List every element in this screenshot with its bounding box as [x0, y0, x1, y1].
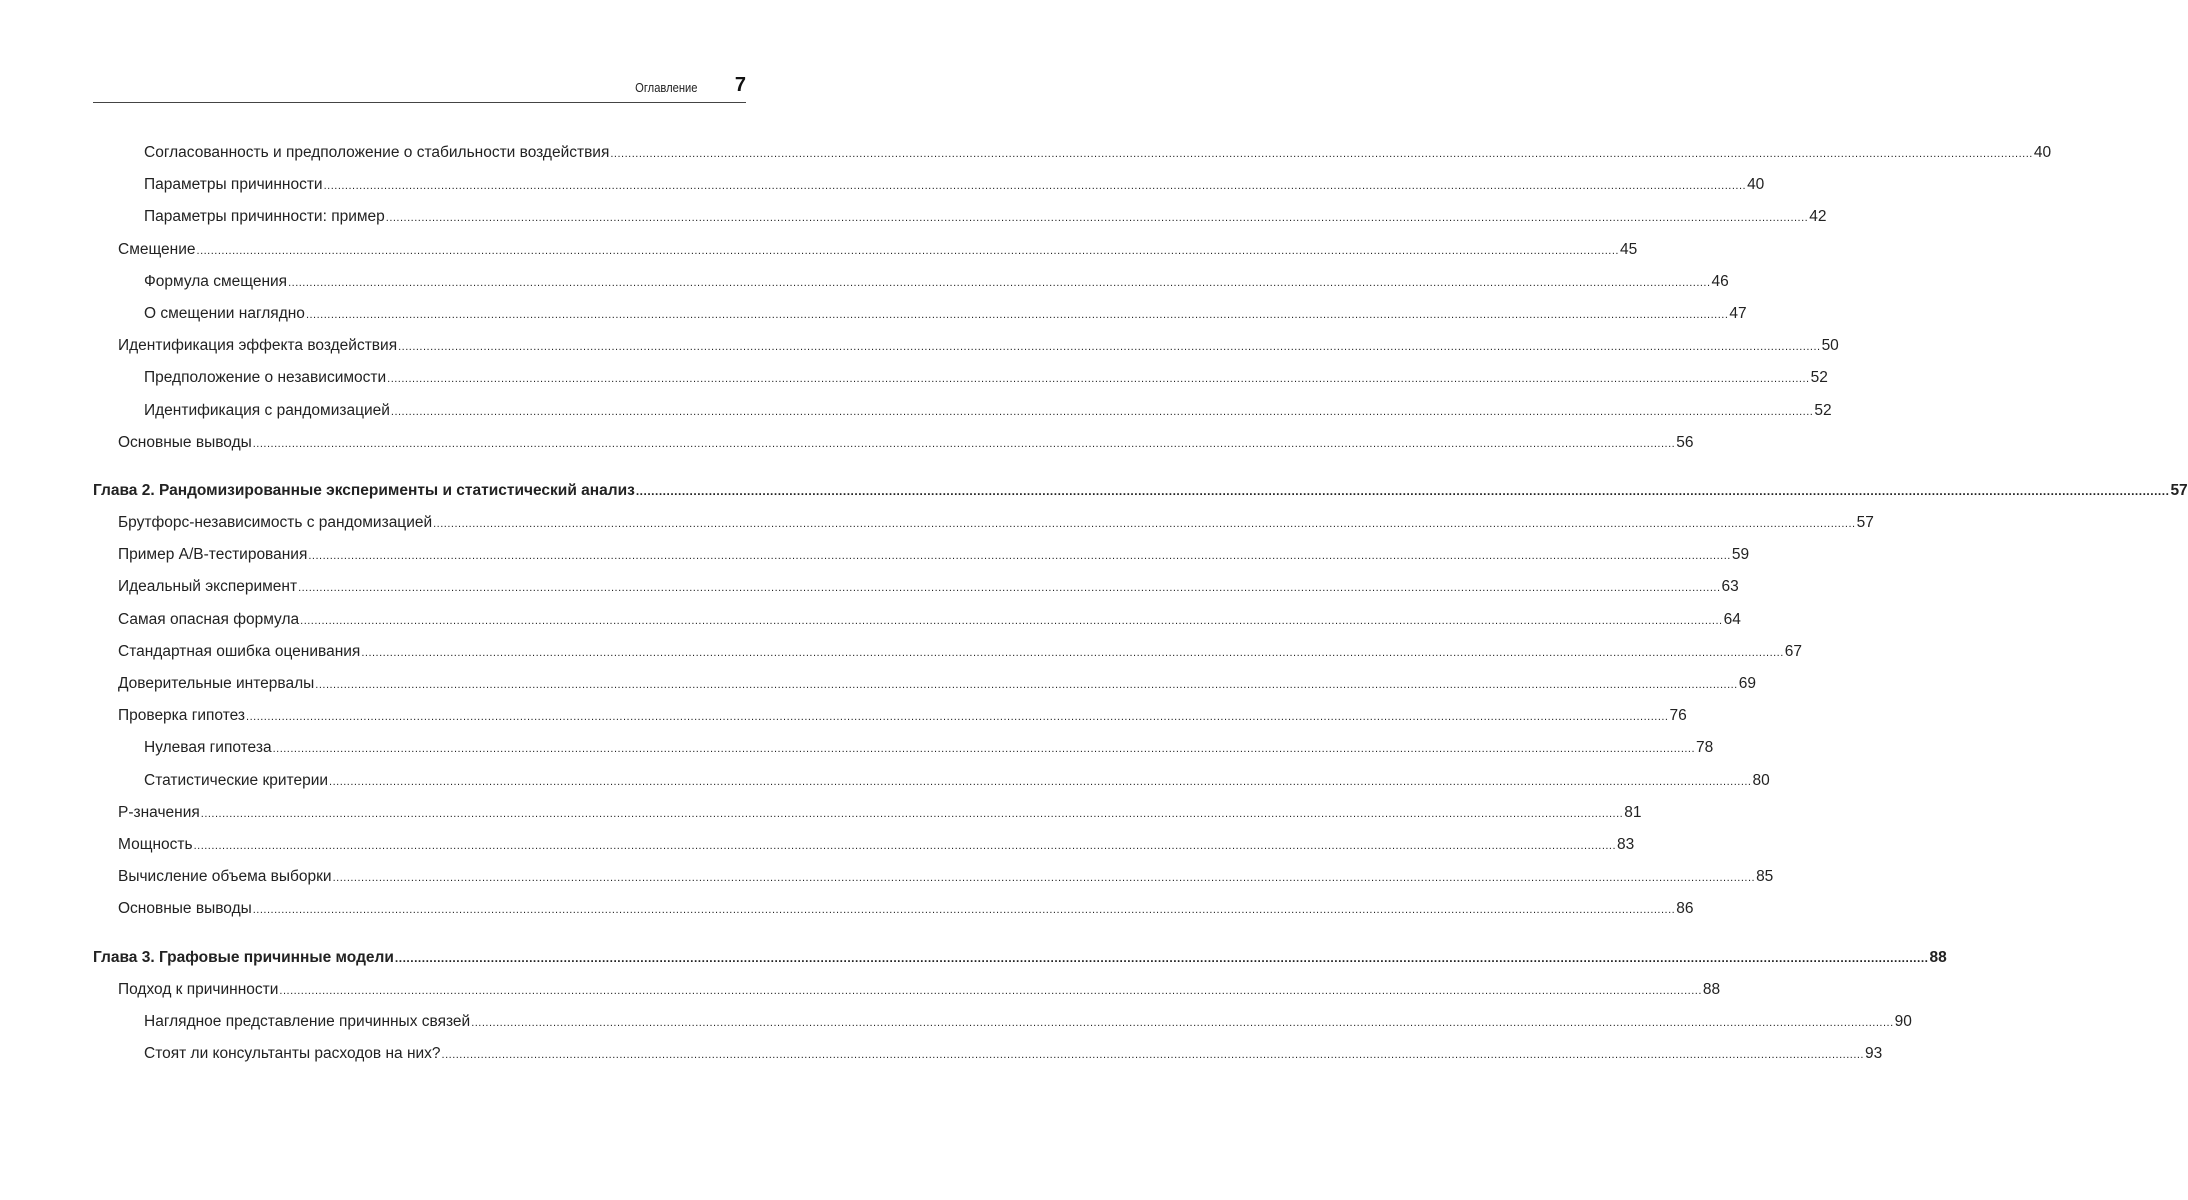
dot-leader: ................................................................................................................................................................................................................................................................................................................................................................................................................: [193, 839, 1617, 852]
dot-leader: ................................................................................................................................................................................................................................................................................................................................................................................................................: [298, 582, 1721, 595]
chapter-gap: [93, 926, 746, 942]
dot-leader: ................................................................................................................................................................................................................................................................................................................................................................................................................: [398, 341, 1821, 354]
dot-leader: ................................................................................................................................................................................................................................................................................................................................................................................................................: [433, 518, 1856, 531]
dot-leader: ................................................................................................................................................................................................................................................................................................................................................................................................................: [196, 244, 1619, 257]
toc-entry-label: Основные выводы: [118, 433, 252, 451]
toc-entry-label: Р-значения: [118, 803, 200, 821]
toc-entry-label: Идентификация с рандомизацией: [144, 401, 390, 419]
toc-entry-page: 83: [1617, 835, 1635, 853]
toc-entry-page: 86: [1676, 900, 1694, 918]
toc-entry-page: 40: [2033, 144, 2052, 161]
toc-entry-page: 42: [1809, 208, 1827, 226]
toc-entry[interactable]: [93, 974, 1721, 1006]
dot-leader: ................................................................................................................................................................................................................................................................................................................................................................................................................: [279, 984, 1702, 997]
toc-entry[interactable]: [93, 201, 1827, 233]
toc-entry-page: 80: [1752, 771, 1770, 789]
toc-entry[interactable]: [93, 507, 1874, 539]
toc-entry-label: Мощность: [118, 835, 193, 853]
toc-entry-page: 45: [1619, 240, 1638, 258]
toc-entry-page: 63: [1721, 578, 1739, 596]
toc-entry-page: 57: [2170, 481, 2188, 499]
toc-entry-label: Стандартная ошибка оценивания: [118, 642, 361, 660]
toc-entry-page: 40: [1747, 176, 1765, 194]
toc-entry-label: Глава 2. Рандомизированные эксперименты и статистический анализ: [93, 481, 635, 499]
toc-entry[interactable]: [93, 861, 1774, 893]
toc-entry[interactable]: [93, 234, 1638, 266]
dot-leader: ................................................................................................................................................................................................................................................................................................................................................................................................................: [305, 308, 1729, 321]
toc-entry-label: Пример A/B-тестирования: [118, 546, 308, 564]
toc-entry-label: Согласованность и предположение о стабильности воздействия: [144, 144, 610, 161]
toc-chapter-entry[interactable]: [93, 942, 1947, 974]
toc-entry-page: 59: [1731, 546, 1750, 564]
toc-entry-page: 50: [1821, 337, 1839, 355]
toc-entry-label: Формула смещения: [144, 272, 288, 290]
toc-entry-page: 85: [1756, 868, 1774, 886]
toc-entry-label: Проверка гипотез: [118, 707, 246, 725]
toc-entry[interactable]: [93, 169, 1765, 201]
toc-entry[interactable]: [93, 362, 1828, 394]
toc-entry-label: Брутфорс-независимость с рандомизацией: [118, 514, 433, 532]
dot-leader: ................................................................................................................................................................................................................................................................................................................................................................................................................: [385, 212, 1809, 225]
toc-entry-label: Параметры причинности: [144, 176, 323, 194]
toc-entry-page: 78: [1696, 739, 1714, 757]
toc-entry-page: 52: [1814, 401, 1832, 419]
toc-entry-page: 56: [1676, 433, 1694, 451]
toc-entry[interactable]: [93, 395, 1832, 427]
dot-leader: ................................................................................................................................................................................................................................................................................................................................................................................................................: [252, 904, 1676, 917]
toc-entry-label: Глава 3. Графовые причинные модели: [93, 948, 394, 966]
toc-entry-label: Стоят ли консультанты расходов на них?: [144, 1045, 441, 1063]
toc-entry-label: Параметры причинности: пример: [144, 208, 385, 226]
toc-entry[interactable]: [93, 571, 1739, 603]
toc-entry-page: 69: [1738, 675, 1756, 692]
toc-entry-page: 88: [1702, 980, 1721, 998]
dot-leader: ................................................................................................................................................................................................................................................................................................................................................................................................................: [635, 483, 2170, 498]
dot-leader: ................................................................................................................................................................................................................................................................................................................................................................................................................: [387, 373, 1810, 386]
toc-entry[interactable]: [93, 1038, 1883, 1070]
header-title: Оглавление: [634, 80, 697, 95]
dot-leader: ................................................................................................................................................................................................................................................................................................................................................................................................................: [200, 807, 1624, 820]
toc-entry-page: 88: [1929, 948, 1947, 966]
toc-entry-label: О смещении наглядно: [144, 304, 305, 322]
toc-entry[interactable]: [93, 636, 1803, 668]
toc-entry-page: 76: [1669, 707, 1687, 725]
dot-leader: ................................................................................................................................................................................................................................................................................................................................................................................................................: [272, 743, 1696, 756]
toc-entry[interactable]: [93, 797, 1642, 829]
toc-entry-label: Доверительные интервалы: [118, 675, 315, 692]
table-of-contents: [93, 137, 2188, 1070]
toc-entry-label: Идеальный эксперимент: [118, 578, 298, 596]
toc-entry[interactable]: [93, 266, 1729, 298]
toc-entry-label: Основные выводы: [118, 900, 252, 918]
toc-entry[interactable]: [93, 539, 1750, 571]
toc-entry[interactable]: [93, 700, 1687, 732]
dot-leader: ................................................................................................................................................................................................................................................................................................................................................................................................................: [390, 405, 1814, 418]
toc-entry[interactable]: [93, 298, 1747, 330]
toc-entry-page: 81: [1624, 803, 1642, 821]
toc-entry-page: 57: [1856, 514, 1874, 532]
toc-chapter-entry[interactable]: [93, 475, 2188, 507]
toc-entry-page: 64: [1723, 610, 1741, 628]
toc-entry-page: 90: [1894, 1012, 1912, 1030]
dot-leader: ................................................................................................................................................................................................................................................................................................................................................................................................................: [471, 1016, 1894, 1029]
dot-leader: ................................................................................................................................................................................................................................................................................................................................................................................................................: [323, 180, 1747, 193]
dot-leader: ................................................................................................................................................................................................................................................................................................................................................................................................................: [441, 1049, 1864, 1062]
toc-entry[interactable]: [93, 765, 1770, 797]
toc-entry[interactable]: [93, 330, 1839, 362]
dot-leader: ................................................................................................................................................................................................................................................................................................................................................................................................................: [300, 614, 1723, 627]
toc-entry-label: Самая опасная формула: [118, 610, 300, 628]
dot-leader: ................................................................................................................................................................................................................................................................................................................................................................................................................: [246, 711, 1669, 724]
dot-leader: ................................................................................................................................................................................................................................................................................................................................................................................................................: [315, 679, 1738, 691]
toc-entry-page: 93: [1865, 1045, 1883, 1063]
toc-entry-label: Подход к причинности: [118, 980, 279, 998]
dot-leader: ................................................................................................................................................................................................................................................................................................................................................................................................................: [610, 148, 2033, 160]
chapter-gap: [93, 459, 746, 475]
toc-entry-label: Идентификация эффекта воздействия: [118, 337, 398, 355]
toc-entry[interactable]: [93, 893, 1694, 925]
toc-entry-page: 52: [1810, 369, 1828, 387]
dot-leader: ................................................................................................................................................................................................................................................................................................................................................................................................................: [252, 437, 1676, 450]
toc-entry-label: Вычисление объема выборки: [118, 868, 332, 886]
page-number: 7: [734, 74, 746, 96]
toc-entry[interactable]: [93, 829, 1635, 861]
toc-entry[interactable]: [93, 732, 1714, 764]
toc-entry-page: 47: [1729, 304, 1747, 322]
toc-entry-label: Статистические критерии: [144, 771, 329, 789]
running-header: [93, 74, 746, 103]
dot-leader: ................................................................................................................................................................................................................................................................................................................................................................................................................: [288, 276, 1711, 289]
dot-leader: ................................................................................................................................................................................................................................................................................................................................................................................................................: [308, 550, 1731, 563]
toc-entry-label: Предположение о независимости: [144, 369, 387, 387]
dot-leader: ................................................................................................................................................................................................................................................................................................................................................................................................................: [329, 775, 1752, 788]
toc-entry[interactable]: [93, 427, 1694, 459]
dot-leader: ................................................................................................................................................................................................................................................................................................................................................................................................................: [394, 950, 1929, 965]
toc-entry[interactable]: [93, 1006, 1912, 1038]
toc-entry[interactable]: [93, 604, 1741, 636]
toc-entry[interactable]: [93, 137, 2052, 169]
toc-entry-page: 67: [1784, 642, 1803, 660]
toc-entry-label: Смещение: [118, 240, 196, 258]
dot-leader: ................................................................................................................................................................................................................................................................................................................................................................................................................: [332, 872, 1756, 885]
toc-entry-label: Нулевая гипотеза: [144, 739, 272, 757]
toc-entry[interactable]: [93, 668, 1756, 700]
toc-entry-page: 46: [1711, 272, 1729, 290]
toc-entry-label: Наглядное представление причинных связей: [144, 1012, 471, 1030]
dot-leader: ................................................................................................................................................................................................................................................................................................................................................................................................................: [361, 646, 1784, 659]
